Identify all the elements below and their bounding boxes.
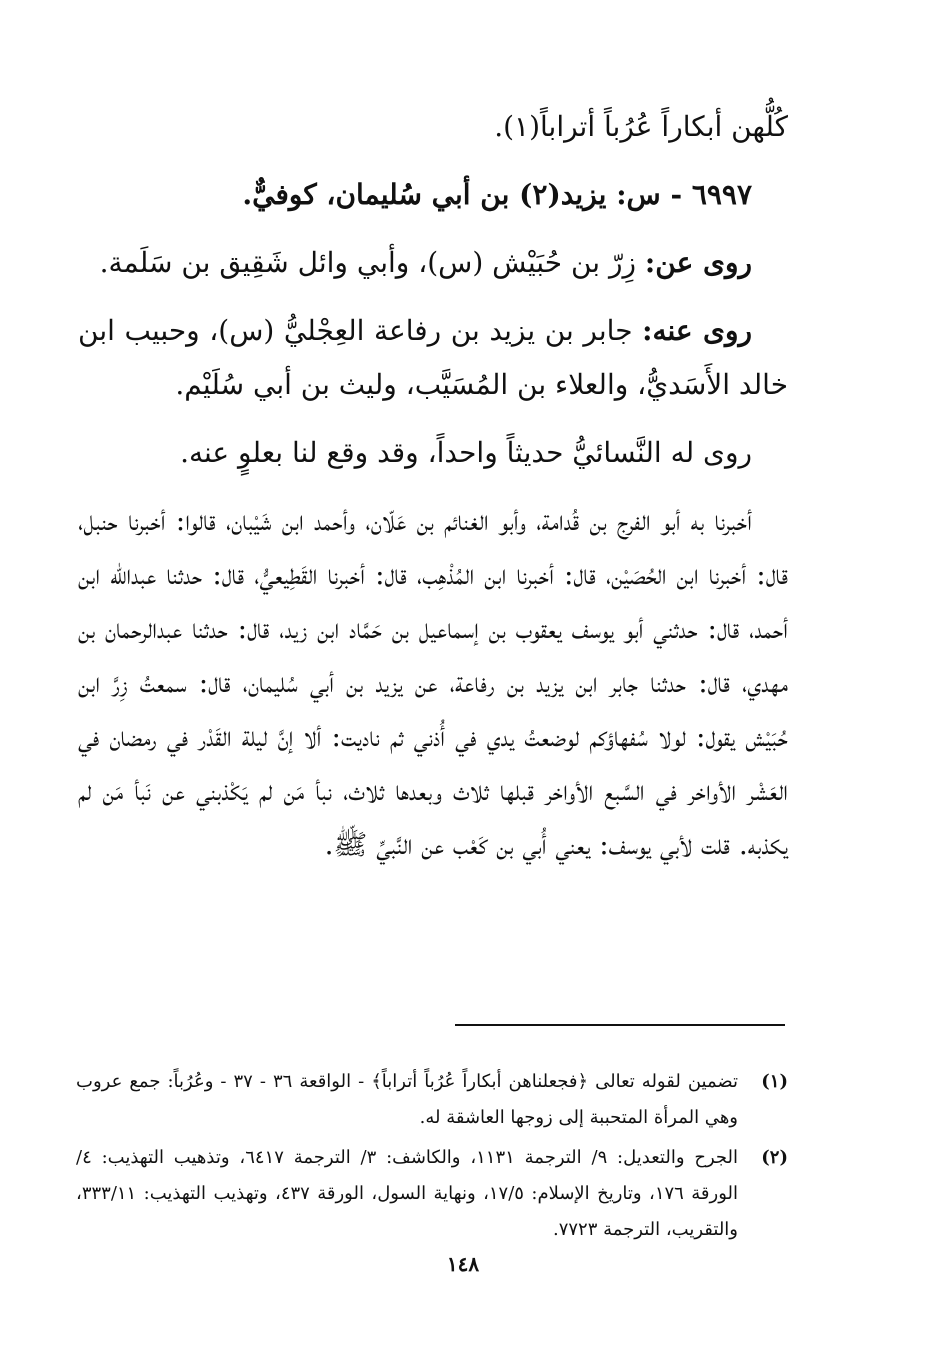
footnote-text: تضمين لقوله تعالى ﴿فجعلناهن أبكاراً عُرُباً أتراباً﴾ - الواقعة ٣٦ - ٣٧ - وعُرُباً: جمع عروب وهي المرأة المتحببة إلى زوجها العاشقة له. — [76, 1071, 738, 1128]
footnote-divider — [455, 1024, 785, 1026]
page-number: ١٤٨ — [446, 1252, 480, 1276]
footnotes — [76, 1064, 788, 1252]
narrated-by-text: جابر بن يزيد بن رفاعة العِجْليُّ (س)، وحبيب ابن خالد الأَسَديُّ، والعلاء بن المُسَيَّب، وليث بن أبي سُلَيْم. — [78, 314, 788, 401]
footnote-2 — [76, 1140, 788, 1248]
footnote-number: (٢) — [761, 1147, 788, 1168]
entry-heading: ٦٩٩٧ - س: يزيد(٢) بن أبي سُليمان، كوفيٌّ. — [242, 178, 752, 211]
footnote-number: (١) — [761, 1071, 788, 1092]
hadith-paragraph: أخبرنا به أبو الفرج بن قُدامة، وأبو الغنائم بن عَلّان، وأحمد ابن شَيْبان، قالوا: أخبرنا حنبل، قال: أخبرنا ابن الحُصَيْن، قال: أخبرنا ابن المُذْهِب، قال: أخبرنا القَطِيعيُّ، قال: حدثنا عبدالله ابن أحمد، قال: حدثني أبو يوسف يعقوب بن إسماعيل بن حَمَّاد ابن زيد، قال: حدثنا عبدالرحمان بن مهدي، قال: حدثنا جابر ابن يزيد بن رفاعة، عن يزيد بن أبي سُليمان، قال: سمعتُ زِرَّ ابن حُبَيْش يقول: لولا سُفهاؤكم لوضعتُ يدي في أُذني ثم ناديت: ألا إنَّ ليلة القَدْر في رمضان في العَشْر الأواخر في السَّبع الأواخر قبلها ثلاث وبعدها ثلاث، نبأ مَن لم يَكْذبني عن نَبأ مَن لم يكذبه. قلت لأبي يوسف: يعني أُبي بن كَعْب عن النَّبيِّ ﷺ. — [78, 504, 789, 861]
narrated-from-text: زِرّ بن حُبَيْش (س)، وأبي وائل شَقِيق بن سَلَمة. — [99, 246, 637, 279]
narrated-by-label: روى عنه: — [642, 314, 753, 347]
verse-line: كُلُّهن أبكاراً عُرُباً أتراباً(١). — [494, 110, 788, 143]
narrated-from-paragraph — [78, 236, 788, 290]
footnote-1 — [76, 1064, 788, 1136]
narrated-by-paragraph — [78, 304, 788, 412]
narrated-from-label: روى عن: — [644, 246, 752, 279]
main-text — [78, 100, 788, 886]
footnote-text: الجرح والتعديل: ٩/ الترجمة ١١٣١، والكاشف: ٣/ الترجمة ٦٤١٧، وتذهيب التهذيب: ٤/ الورقة ١٧٦، وتاريخ الإسلام: ١٧/٥، ونهاية السول، الورقة ٤٣٧، وتهذيب التهذيب: ٣٣٣/١١، والتقريب، الترجمة ٧٧٢٣. — [76, 1147, 738, 1240]
nasai-paragraph: روى له النَّسائيُّ حديثاً واحداً، وقد وقع لنا بعلوٍ عنه. — [180, 436, 752, 469]
